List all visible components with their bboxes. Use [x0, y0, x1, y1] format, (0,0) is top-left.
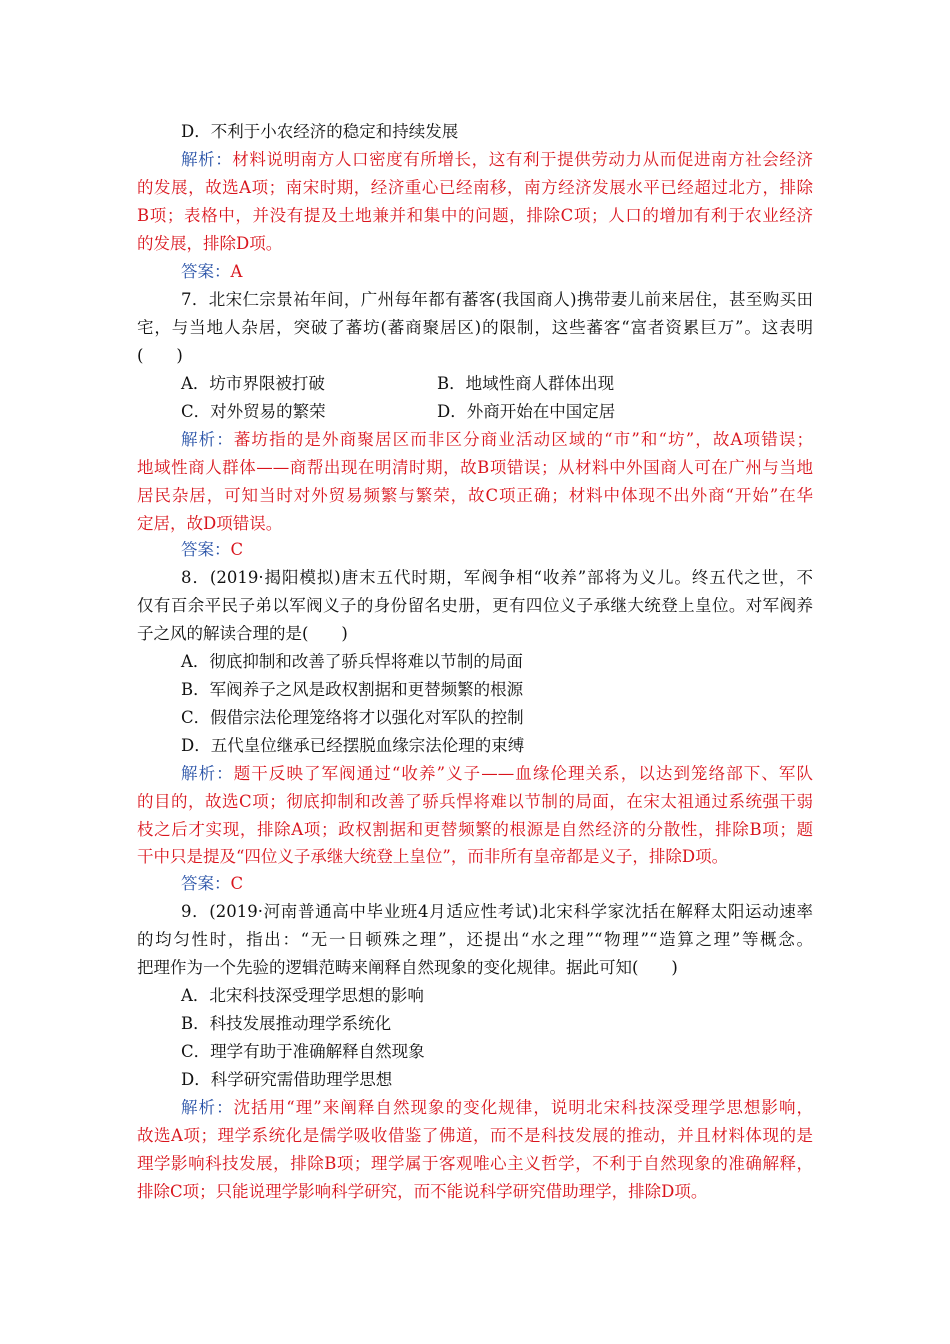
q6-answer [181, 258, 242, 286]
analysis-text: 题干反映了军阀通过“收养”义子——血缘伦理关系，以达到笼络部下、军队 [233, 764, 814, 783]
q9-analysis-line-1 [181, 1094, 813, 1122]
q9-option-b: B．科技发展推动理学系统化 [181, 1014, 392, 1033]
answer-value: A [230, 262, 243, 281]
analysis-label: 解析： [181, 430, 234, 449]
q9-analysis-line-3: 理学影响科技发展，排除B项；理学属于客观唯心主义哲学，不利于自然现象的准确解释， [137, 1154, 813, 1173]
q6-option-d: D．不利于小农经济的稳定和持续发展 [181, 122, 459, 141]
q8-stem-line-2: 仅有百余平民子弟以军阀义子的身份留名史册，更有四位义子承继大统登上皇位。对军阀养 [137, 596, 813, 615]
q7-analysis-line-2: 地域性商人群体——商帮出现在明清时期，故B项错误；从材料中外国商人可在广州与当地 [137, 458, 813, 477]
q7-options-row-2 [181, 398, 741, 426]
q7-option-b: B．地域性商人群体出现 [437, 374, 615, 393]
answer-label: 答案： [181, 874, 231, 893]
q7-option-c: C．对外贸易的繁荣 [181, 402, 326, 421]
q7-analysis-line-1 [181, 426, 813, 454]
q8-option-b: B．军阀养子之风是政权割据和更替频繁的根源 [181, 680, 524, 699]
answer-value: C [230, 874, 244, 893]
analysis-label: 解析： [181, 150, 233, 169]
analysis-text: 沈括用“理”来阐释自然现象的变化规律，说明北宋科技深受理学思想影响， [233, 1098, 814, 1117]
q7-option-a: A．坊市界限被打破 [181, 374, 325, 393]
answer-label: 答案： [181, 540, 231, 559]
q8-option-c: C．假借宗法伦理笼络将才以强化对军队的控制 [181, 708, 524, 727]
q8-analysis-line-3: 枝之后才实现，排除A项；政权割据和更替频繁的根源是自然经济的分散性，排除B项；题 [137, 820, 813, 839]
q8-analysis-line-2: 的目的，故选C项；彻底抑制和改善了骄兵悍将难以节制的局面，在宋太祖通过系统强干弱 [137, 792, 813, 811]
q9-option-a: A．北宋科技深受理学思想的影响 [181, 986, 424, 1005]
q9-option-d: D．科学研究需借助理学思想 [181, 1070, 393, 1089]
analysis-label: 解析： [181, 1098, 234, 1117]
q7-option-d: D．外商开始在中国定居 [437, 402, 616, 421]
answer-label: 答案： [181, 262, 231, 281]
q8-option-d: D．五代皇位继承已经摆脱血缘宗法伦理的束缚 [181, 736, 525, 755]
q8-analysis-line-4: 干中只是提及“四位义子承继大统登上皇位”，而非所有皇帝都是义子，排除D项。 [137, 847, 729, 866]
analysis-text: 材料说明南方人口密度有所增长，这有利于提供劳动力从而促进南方社会经济 [232, 150, 814, 169]
q7-stem-line-3: ( ) [137, 346, 183, 365]
q7-stem-line-1: 7．北宋仁宗景祐年间，广州每年都有蕃客(我国商人)携带妻儿前来居住，甚至购买田 [181, 290, 813, 309]
q7-stem-line-2: 宅，与当地人杂居，突破了蕃坊(蕃商聚居区)的限制，这些蕃客“富者资累巨万”。这表明 [137, 318, 813, 337]
q7-answer [181, 536, 243, 564]
analysis-label: 解析： [181, 764, 234, 783]
q6-analysis-line-4: 的发展，排除D项。 [137, 234, 283, 253]
q9-analysis-line-2: 故选A项；理学系统化是儒学吸收借鉴了佛道，而不是科技发展的推动，并且材料体现的是 [137, 1126, 813, 1145]
q6-analysis-line-3: B项；表格中，并没有提及土地兼并和集中的问题，排除C项；人口的增加有利于农业经济 [137, 206, 813, 225]
q9-stem-line-1: 9．(2019·河南普通高中毕业班4月适应性考试)北宋科学家沈括在解释太阳运动速率 [181, 902, 813, 921]
q8-option-a: A．彻底抑制和改善了骄兵悍将难以节制的局面 [181, 652, 523, 671]
q7-analysis-line-4: 定居，故D项错误。 [137, 514, 283, 533]
analysis-text: 蕃坊指的是外商聚居区而非区分商业活动区域的“市”和“坊”，故A项错误； [233, 430, 813, 449]
q9-stem-line-3: 把理作为一个先验的逻辑范畴来阐释自然现象的变化规律。据此可知( ) [137, 958, 678, 977]
answer-value: C [230, 540, 244, 559]
q9-stem-line-2: 的均匀性时，指出：“无一日顿殊之理”，还提出“水之理”“物理”“造算之理”等概念。 [137, 930, 813, 949]
q9-analysis-line-4: 排除C项；只能说理学影响科学研究，而不能说科学研究借助理学，排除D项。 [137, 1182, 708, 1201]
q7-analysis-line-3: 居民杂居，可知当时对外贸易频繁与繁荣，故C项正确；材料中体现不出外商“开始”在华 [137, 486, 813, 505]
q9-option-c: C．理学有助于准确解释自然现象 [181, 1042, 425, 1061]
q8-answer [181, 870, 243, 898]
q8-stem-line-1: 8．(2019·揭阳模拟)唐末五代时期，军阀争相“收养”部将为义儿。终五代之世，不 [181, 568, 813, 587]
q6-analysis-line-1 [181, 146, 813, 174]
q6-analysis-line-2: 的发展，故选A项；南宋时期，经济重心已经南移，南方经济发展水平已经超过北方，排除 [137, 178, 813, 197]
q8-analysis-line-1 [181, 760, 813, 788]
q8-stem-line-3: 子之风的解读合理的是( ) [137, 624, 348, 643]
q7-options-row-1 [181, 370, 741, 398]
